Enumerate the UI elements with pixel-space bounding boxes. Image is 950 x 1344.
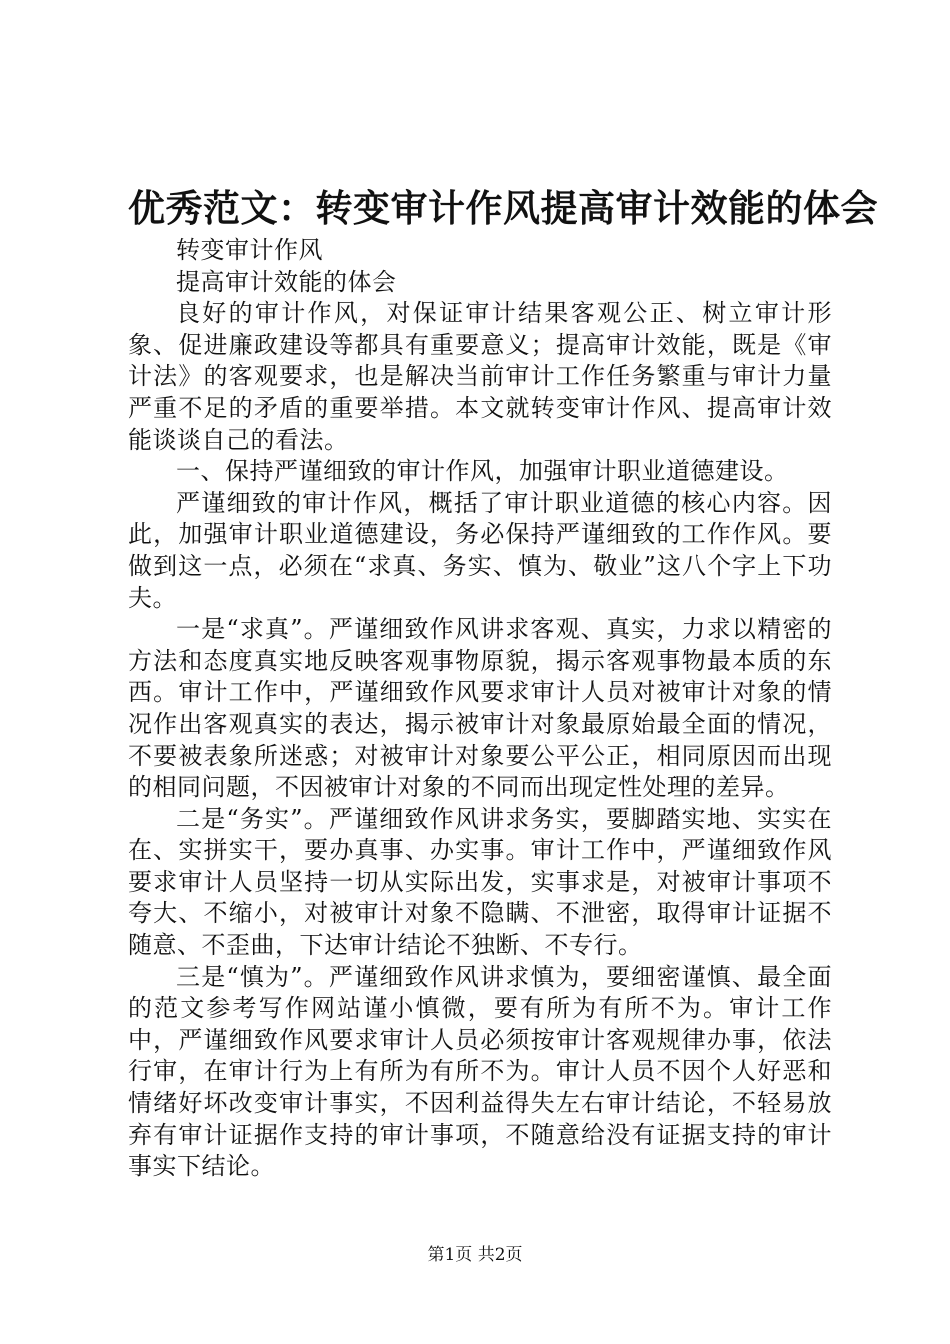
document-body bbox=[128, 235, 832, 1183]
document-title: 优秀范文：转变审计作风提高审计效能的体会 bbox=[128, 186, 878, 230]
paragraph-subtitle-1: 转变审计作风 bbox=[176, 236, 323, 264]
paragraph-qiuzhen: 一是“求真”。严谨细致作风讲求客观、真实，力求以精密的方法和态度真实地反映客观事物原貌，揭示客观事物最本质的东西。审计工作中，严谨细致作风要求审计人员对被审计对象的情况作出客观真实的表达，揭示被审计对象最原始最全面的情况，不要被表象所迷惑；对被审计对象要公平公正，相同原因而出现的相同问题，不因被审计对象的不同而出现定性处理的差异。 bbox=[128, 615, 832, 802]
section-heading-1: 一、保持严谨细致的审计作风，加强审计职业道德建设。 bbox=[176, 457, 789, 486]
paragraph-ethics: 严谨细致的审计作风，概括了审计职业道德的核心内容。因此，加强审计职业道德建设，务必保持严谨细致的工作作风。要做到这一点，必须在“求真、务实、慎为、敬业”这八个字上下功夫。 bbox=[128, 488, 832, 612]
paragraph-intro: 良好的审计作风，对保证审计结果客观公正、树立审计形象、促进廉政建设等都具有重要意义；提高审计效能，既是《审计法》的客观要求，也是解决当前审计工作任务繁重与审计力量严重不足的矛盾的重要举措。本文就转变审计作风、提高审计效能谈谈自己的看法。 bbox=[128, 299, 832, 454]
paragraph-subtitle-2: 提高审计效能的体会 bbox=[176, 267, 397, 296]
paragraph-wushi: 二是“务实”。严谨细致作风讲求务实，要脚踏实地、实实在在、实拼实干，要办真事、办实事。审计工作中，严谨细致作风要求审计人员坚持一切从实际出发，实事求是，对被审计事项不夸大、不缩小，对被审计对象不隐瞒、不泄密，取得审计证据不随意、不歪曲，下达审计结论不独断、不专行。 bbox=[128, 804, 832, 960]
page-footer: 第1页 共2页 bbox=[427, 1245, 523, 1265]
paragraph-shenwei: 三是“慎为”。严谨细致作风讲求慎为，要细密谨慎、最全面的范文参考写作网站谨小慎微，要有所为有所不为。审计工作中，严谨细致作风要求审计人员必须按审计客观规律办事，依法行审，在审计行为上有所为有所不为。审计人员不因个人好恶和情绪好坏改变审计事实，不因利益得失左右审计结论，不轻易放弃有审计证据作支持的审计事项，不随意给没有证据支持的审计事实下结论。 bbox=[128, 962, 832, 1181]
